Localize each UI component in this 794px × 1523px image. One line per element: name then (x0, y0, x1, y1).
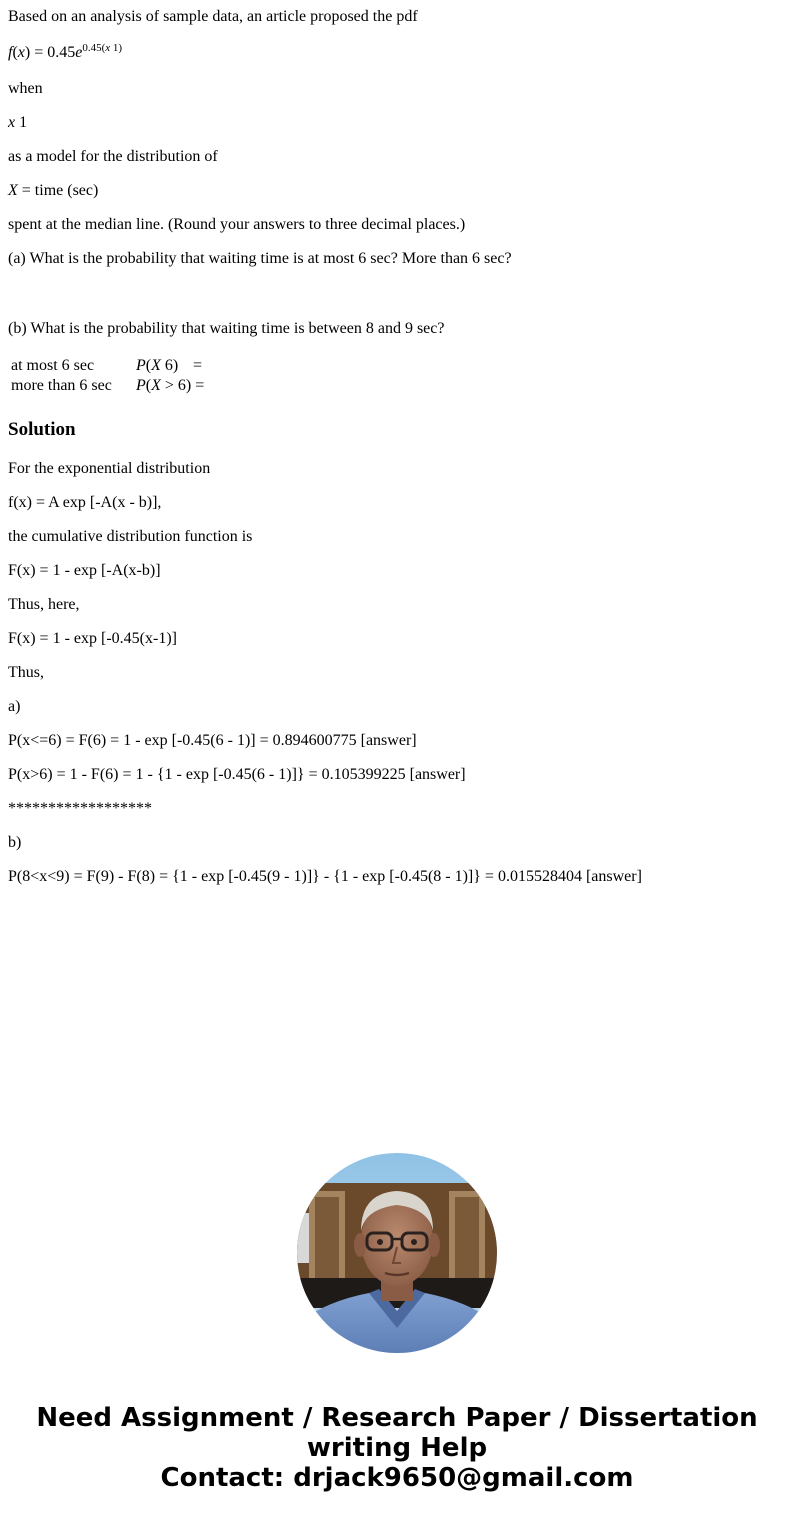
answer-label: at most 6 sec (11, 357, 95, 374)
solution-line: For the exponential distribution (8, 460, 211, 477)
promo-contact: Contact: drjack9650@gmail.com (160, 1463, 634, 1493)
answer-expression: P(X 6) (136, 357, 179, 374)
spent-text: spent at the median line. (Round your answers to three decimal places.) (8, 216, 466, 233)
condition-text (8, 114, 27, 132)
solution-heading: Solution (8, 419, 76, 440)
solution-line: Thus, here, (8, 596, 80, 613)
solution-divider: ****************** (8, 800, 152, 817)
solution-line: P(x>6) = 1 - F(6) = 1 - {1 - exp [-0.45(6 - 1)]} = 0.105399225 [answer] (8, 766, 466, 783)
answer-table (8, 355, 207, 397)
solution-line: Thus, (8, 664, 44, 681)
pdf-formula: $f(x) = 0.45e^{0.45(x 1)}$ (8, 42, 123, 61)
promo-line: Need Assignment / Research Paper / Dissertation (36, 1403, 758, 1433)
answer-row (11, 357, 204, 375)
solution-line: F(x) = 1 - exp [-A(x-b)] (8, 562, 161, 579)
answer-p: P (136, 357, 146, 374)
solution-line: the cumulative distribution function is (8, 528, 253, 545)
pdf-x: x (17, 44, 25, 61)
variable-X: X (8, 182, 18, 199)
avatar-portrait (297, 1153, 497, 1353)
promo-line: writing Help (306, 1433, 488, 1463)
answer-expr: 6) (160, 357, 179, 374)
part-b-question: (b) What is the probability that waiting time is between 8 and 9 sec? (8, 320, 445, 337)
solution-line: b) (8, 834, 22, 851)
model-text: as a model for the distribution of (8, 148, 218, 165)
answer-X: X (151, 357, 161, 374)
exp-x: x (105, 42, 111, 54)
solution-line: f(x) = A exp [-A(x - b)], (8, 494, 162, 511)
condition-x: x (8, 114, 16, 131)
pdf-f: f (8, 44, 13, 61)
answer-row (11, 377, 204, 395)
avatar (297, 1153, 497, 1353)
variable-text (8, 182, 98, 200)
pdf-eq: ) = 0.45 (24, 44, 76, 61)
answer-equals: = (193, 357, 203, 374)
question-intro: Based on an analysis of sample data, an article proposed the pdf (8, 8, 418, 25)
pdf-e: e (75, 44, 83, 61)
answer-label: more than 6 sec (11, 377, 112, 394)
exp-prefix: 0.45( (82, 42, 106, 54)
answer-expr: > 6) = (160, 377, 205, 394)
promo-banner (0, 1403, 794, 1493)
solution-line: P(8<x<9) = F(9) - F(8) = {1 - exp [-0.45(9 - 1)]} - {1 - exp [-0.45(8 - 1)]} = 0.015528404 [answer] (8, 868, 642, 885)
part-a-question: (a) What is the probability that waiting time is at most 6 sec? More than 6 sec? (8, 250, 512, 267)
variable-rest: = time (sec) (17, 182, 99, 199)
solution-line: F(x) = 1 - exp [-0.45(x-1)] (8, 630, 177, 647)
when-text: when (8, 80, 43, 97)
answer-X: X (151, 377, 161, 394)
answer-expression: P(X > 6) = (136, 377, 205, 394)
pdf-exponent (82, 42, 122, 54)
answer-p: P (136, 377, 146, 394)
condition-rest: 1 (15, 114, 28, 131)
solution-line: P(x<=6) = F(6) = 1 - exp [-0.45(6 - 1)] = 0.894600775 [answer] (8, 732, 417, 749)
solution-line: a) (8, 698, 21, 715)
exp-suffix: 1) (110, 42, 123, 54)
